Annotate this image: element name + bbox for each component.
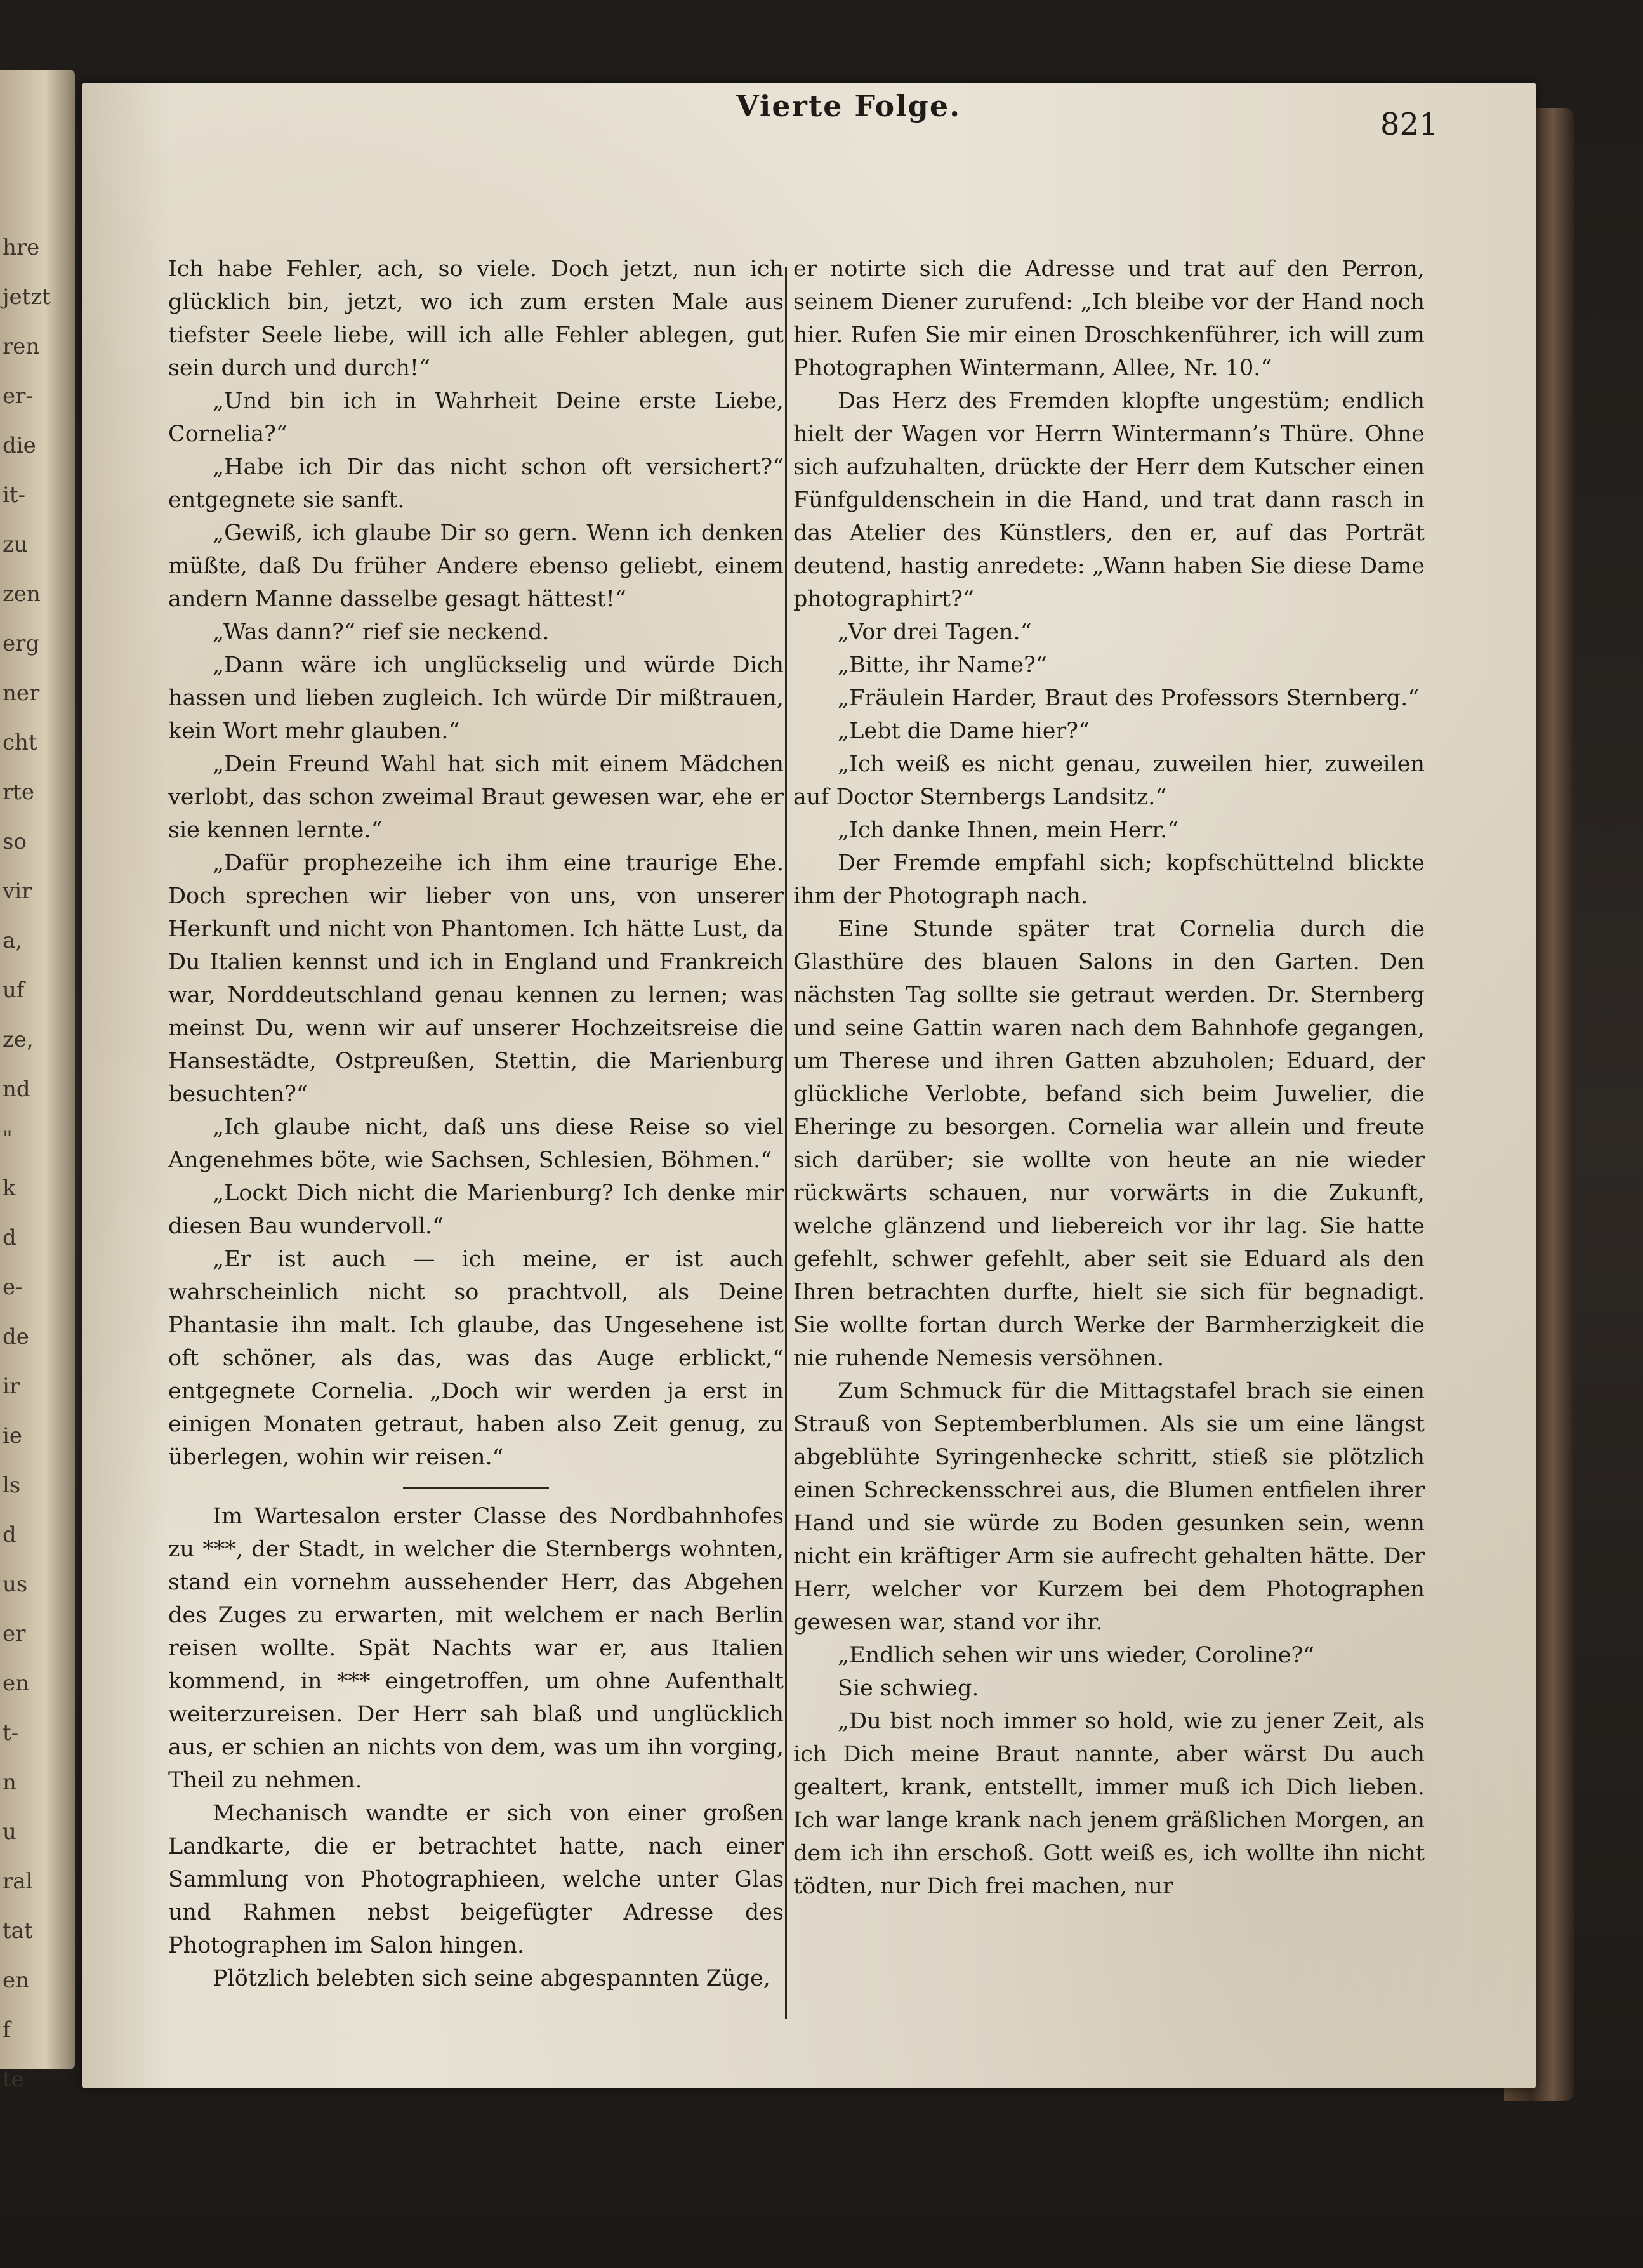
edge-fragment: en bbox=[3, 1968, 30, 1993]
paragraph: „Lebt die Dame hier?“ bbox=[838, 719, 1090, 744]
edge-fragment: cht bbox=[3, 730, 37, 755]
edge-fragment: zu bbox=[3, 532, 28, 557]
paragraph: „Er ist auch — ich meine, er ist auch wahrscheinlich nicht so prachtvoll, als Deine Phantasie ihn malt. Ich glaube, das Ungesehene ist oft schöner, als das, was das Auge erblickt,“ entgegnete Cornelia. „Doch wir werden ja erst in einigen Monaten getraut, haben also Zeit genug, zu überlegen, wohin wir reisen.“ bbox=[168, 1247, 784, 1470]
edge-fragment: d bbox=[3, 1225, 16, 1250]
paragraph: „Dafür prophezeihe ich ihm eine traurige Ehe. Doch sprechen wir lieber von uns, von unserer Herkunft und nicht von Phantomen. Ich hätte Lust, da Du Italien kennst und ich in England und Frankreich war, Norddeutschland genau kennen zu lernen; was meinst Du, wenn wir auf unserer Hochzeitsreise die Hansestädte, Ostpreußen, Stettin, die Marienburg besuchten?“ bbox=[168, 851, 784, 1107]
paragraph: Eine Stunde später trat Cornelia durch die Glasthüre des blauen Salons in den Garten. Den nächsten Tag sollte sie getraut werden. Dr. Sternberg und seine Gattin waren nach dem Bahnhofe gegangen, um Therese und ihren Gatten abzuholen; Eduard, der glückliche Verlobte, befand sich beim Juwelier, die Eheringe zu besorgen. Cornelia war allein und freute sich darüber; sie wollte von heute an nie wieder rückwärts schauen, nur vorwärts in die Zukunft, welche glänzend und liebereich vor ihr lag. Sie hatte gefehlt, schwer gefehlt, aber seit sie Eduard als den Ihren betrachten durfte, hielt sie sich für begnadigt. Sie wollte fortan durch Werke der Barmherzigkeit die nie ruhende Nemesis versöhnen. bbox=[793, 917, 1425, 1371]
edge-fragment: " bbox=[3, 1126, 13, 1151]
paragraph: Sie schwieg. bbox=[838, 1676, 979, 1701]
paragraph: „Fräulein Harder, Braut des Professors Sternberg.“ bbox=[838, 686, 1420, 711]
edge-fragment: so bbox=[3, 829, 27, 854]
edge-fragment: ir bbox=[3, 1374, 20, 1399]
edge-fragment: tat bbox=[3, 1918, 33, 1944]
edge-fragment: t- bbox=[3, 1720, 19, 1746]
paragraph: „Ich weiß es nicht genau, zuweilen hier, zuweilen auf Doctor Sternbergs Landsitz.“ bbox=[793, 752, 1425, 810]
edge-fragment: u bbox=[3, 1819, 16, 1845]
paragraph: Zum Schmuck für die Mittagstafel brach sie einen Strauß von Septemberblumen. Als sie um eine längst abgeblühte Syringenhecke schritt, stieß sie plötzlich einen Schreckensschrei aus, die Blumen entfielen ihrer Hand und sie würde zu Boden gesunken sein, wenn nicht ein kräftiger Arm sie aufrecht gehalten hätte. Der Herr, welcher vor Kurzem bei dem Photographen gewesen war, stand vor ihr. bbox=[793, 1379, 1425, 1635]
edge-fragment: jetzt bbox=[3, 284, 51, 310]
edge-fragment: ls bbox=[3, 1473, 21, 1498]
edge-fragment: vir bbox=[3, 879, 32, 904]
edge-fragment: ral bbox=[3, 1869, 33, 1894]
paragraph: „Dein Freund Wahl hat sich mit einem Mädchen verlobt, das schon zweimal Braut gewesen war, ehe er sie kennen lernte.“ bbox=[168, 752, 784, 843]
paragraph: „Und bin ich in Wahrheit Deine erste Liebe, Cornelia?“ bbox=[168, 388, 784, 447]
paragraph: Ich habe Fehler, ach, so viele. Doch jetzt, nun ich glücklich bin, jetzt, wo ich zum ersten Male aus tiefster Seele liebe, will ich alle Fehler ablegen, gut sein durch und durch!“ bbox=[168, 256, 784, 381]
edge-fragment: die bbox=[3, 433, 36, 458]
paragraph: „Lockt Dich nicht die Marienburg? Ich denke mir diesen Bau wundervoll.“ bbox=[168, 1181, 784, 1239]
paragraph: „Vor drei Tagen.“ bbox=[838, 620, 1032, 645]
edge-fragment: k bbox=[3, 1176, 16, 1201]
edge-fragment: hre bbox=[3, 235, 40, 260]
paragraph: „Was dann?“ rief sie neckend. bbox=[213, 620, 550, 645]
column-rule bbox=[785, 267, 787, 2019]
paragraph: „Du bist noch immer so hold, wie zu jener Zeit, als ich Dich meine Braut nannte, aber wärst Du auch gealtert, krank, entstellt, immer muß ich Dich lieben. Ich war lange krank nach jenem gräßlichen Morgen, an dem ich ihn erschoß. Gott weiß es, ich wollte ihn nicht tödten, nur Dich frei machen, nur bbox=[793, 1709, 1425, 1899]
edge-fragment: nd bbox=[3, 1077, 30, 1102]
edge-fragment: ner bbox=[3, 680, 40, 706]
section-divider bbox=[403, 1487, 549, 1489]
paragraph: „Ich glaube nicht, daß uns diese Reise so viel Angenehmes böte, wie Sachsen, Schlesien, Böhmen.“ bbox=[168, 1115, 784, 1173]
edge-fragment: it- bbox=[3, 482, 26, 508]
paragraph: er notirte sich die Adresse und trat auf den Perron, seinem Diener zurufend: „Ich bleibe vor der Hand noch hier. Rufen Sie mir einen Droschkenführer, ich will zum Photographen Wintermann, Allee, Nr. 10.“ bbox=[793, 256, 1425, 381]
edge-fragment: en bbox=[3, 1671, 30, 1696]
left-page-edge bbox=[0, 70, 75, 2092]
edge-fragment: er- bbox=[3, 383, 33, 409]
edge-fragment: er bbox=[3, 1621, 26, 1647]
edge-fragment: ie bbox=[3, 1423, 22, 1449]
edge-fragment: a, bbox=[3, 928, 23, 953]
edge-fragment: te bbox=[3, 2067, 24, 2092]
edge-fragment: e- bbox=[3, 1275, 23, 1300]
edge-fragment: zen bbox=[3, 581, 41, 607]
edge-fragment: us bbox=[3, 1572, 28, 1597]
paragraph: Plötzlich belebten sich seine abgespannten Züge, bbox=[213, 1966, 770, 1991]
paragraph: „Ich danke Ihnen, mein Herr.“ bbox=[838, 818, 1179, 843]
edge-fragment: f bbox=[3, 2017, 11, 2043]
edge-fragment: de bbox=[3, 1324, 29, 1350]
edge-fragment: n bbox=[3, 1770, 16, 1795]
running-head: Vierte Folge. bbox=[736, 89, 961, 123]
paragraph: „Gewiß, ich glaube Dir so gern. Wenn ich denken müßte, daß Du früher Andere ebenso geliebt, einem andern Manne dasselbe gesagt hättest!“ bbox=[168, 521, 784, 612]
page-number: 821 bbox=[1380, 107, 1439, 142]
paragraph: Im Wartesalon erster Classe des Nordbahnhofes zu ***, der Stadt, in welcher die Sternbergs wohnten, stand ein vornehm aussehender Herr, das Abgehen des Zuges zu erwarten, mit welchem er nach Berlin reisen wollte. Spät Nachts war er, aus Italien kommend, in *** eingetroffen, um ohne Aufenthalt weiterzureisen. Der Herr sah blaß und unglücklich aus, er schien an nichts von dem, was um ihn vorging, Theil zu nehmen. bbox=[168, 1504, 784, 1793]
paragraph: Mechanisch wandte er sich von einer großen Landkarte, die er betrachtet hatte, nach einer Sammlung von Photographieen, welche unter Glas und Rahmen nebst beigefügter Adresse des Photographen im Salon hingen. bbox=[168, 1801, 784, 1958]
paragraph: „Bitte, ihr Name?“ bbox=[838, 653, 1047, 678]
edge-fragment: rte bbox=[3, 779, 35, 805]
paragraph: „Endlich sehen wir uns wieder, Coroline?“ bbox=[838, 1643, 1315, 1668]
paragraph: Der Fremde empfahl sich; kopfschüttelnd blickte ihm der Photograph nach. bbox=[793, 851, 1425, 909]
paragraph: „Habe ich Dir das nicht schon oft versichert?“ entgegnete sie sanft. bbox=[168, 454, 784, 513]
edge-fragment: d bbox=[3, 1522, 16, 1548]
left-column bbox=[168, 253, 784, 1995]
paragraph: Das Herz des Fremden klopfte ungestüm; endlich hielt der Wagen vor Herrn Wintermann’s Thüre. Ohne sich aufzuhalten, drückte der Herr dem Kutscher einen Fünfguldenschein in die Hand, und trat dann rasch in das Atelier des Künstlers, den er, auf das Porträt deutend, hastig anredete: „Wann haben Sie diese Dame photographirt?“ bbox=[793, 388, 1425, 612]
paragraph: „Dann wäre ich unglückselig und würde Dich hassen und lieben zugleich. Ich würde Dir mißtrauen, kein Wort mehr glauben.“ bbox=[168, 653, 784, 744]
edge-fragment: uf bbox=[3, 978, 25, 1003]
edge-fragment: erg bbox=[3, 631, 40, 656]
edge-fragment: ren bbox=[3, 334, 40, 359]
right-column bbox=[793, 253, 1425, 1903]
edge-fragment: ze, bbox=[3, 1027, 34, 1052]
